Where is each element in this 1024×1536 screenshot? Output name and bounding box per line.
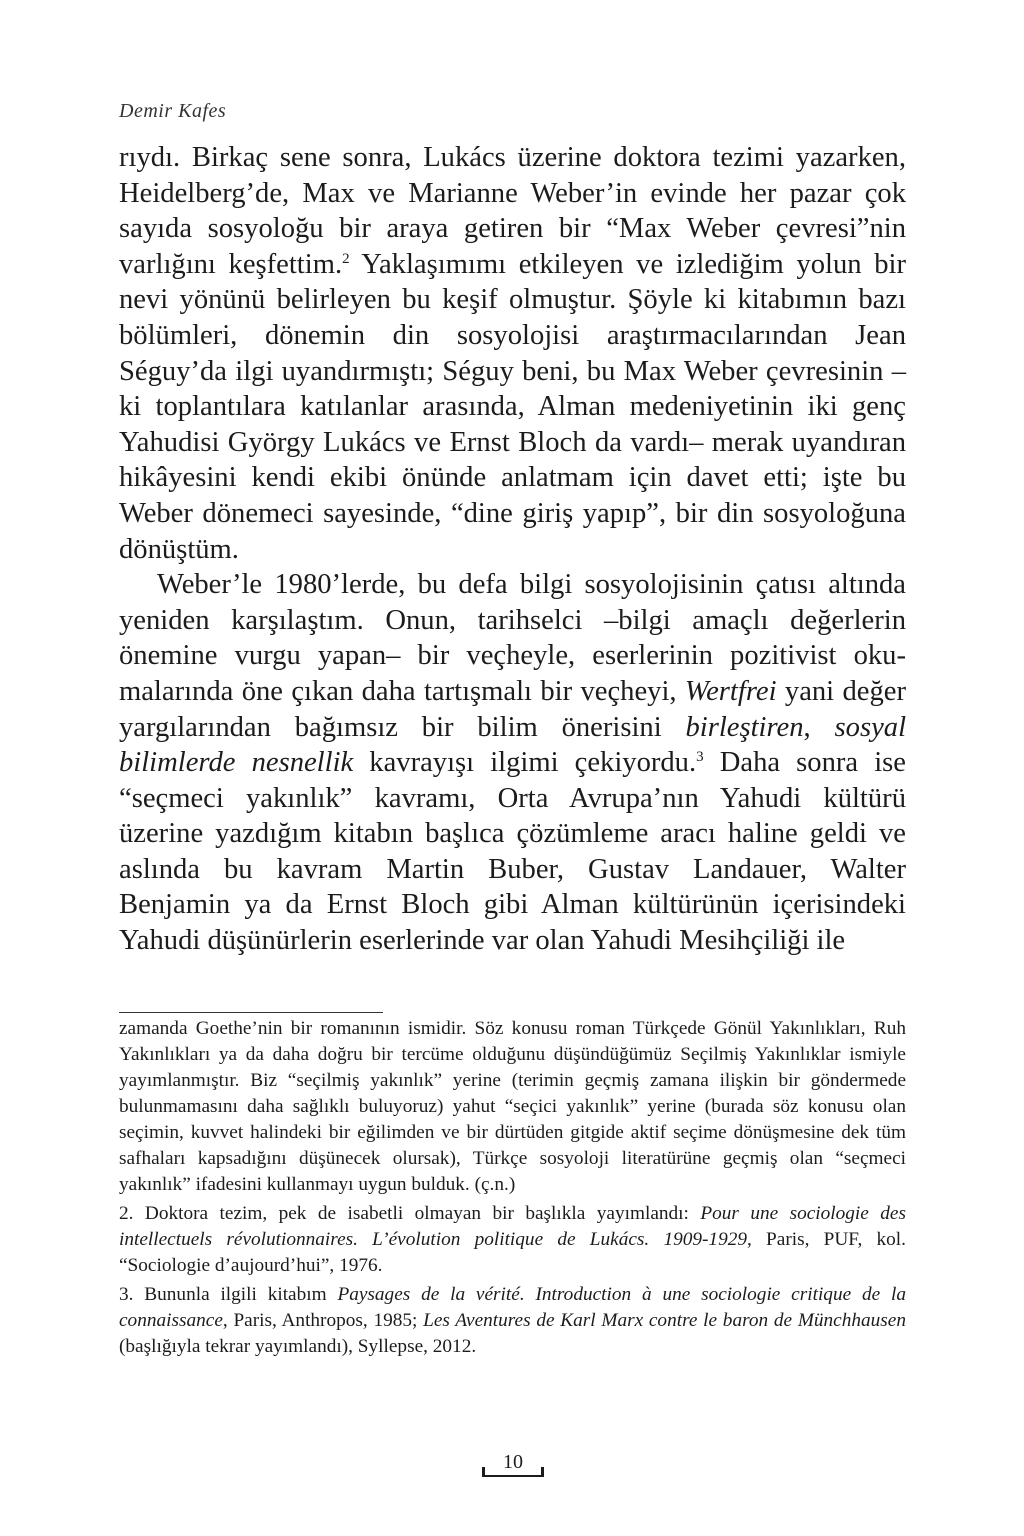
footnote-2-text-a: 2. Doktora tezim, pek de isabetli olmayan bir başlıkla yayımlandı: [119,1203,701,1224]
paragraph-2-text-d: kavrayışı ilgimi çekiyordu. [353,747,697,779]
italic-sosyal-bilimlerde: sosyal bilimlerde nesnellik [119,711,907,779]
footnote-2-title: Pour une sociologie des intellectuels révolutionnaires. L’évolution politique de Lukács. 1909-1929 [119,1203,906,1250]
footnote-continuation: zamanda Goethe’nin bir romanının ismidir. Söz konusu roman Türkçede Gönül Yakınlıkları, Ruh Yakınlıkları ya da daha doğru bir tercüme olduğunu düşündüğümüz Seçilmiş Yakınlıklar ismiyle yayımlanmıştır. Biz “seçilmiş yakınlık” yerine (terimin geçmiş zamana ilişkin bir göndermede bulunmamasını daha sağlıklı buluyoruz) yahut “seçici yakınlık” yerine (burada söz konusu olan seçimin, kuvvet halindeki bir eğilimden ve bir dürtüden gitgide aktif seçime dönüşmesine dek tüm safhaları kapsadığını düşünecek olursak), Türkçe sosyoloji literatürüne geçmiş olan “seçmeci yakınlık” ifadesini kullanmayı uygun bulduk. (ç.n.) [119,1018,906,1195]
paragraph-1-text-b: Yaklaşımımı etkileyen ve izlediğim yolun bir nevi yönünü belirleyen bu keşif olmuştur. Şöyle ki kitabımın bazı bölümleri, dönemin din sosyolojisi araştırmacılarından Jean Séguy’da ilgi uyandırmıştı; Séguy beni, bu Max Weber çevresinin –ki toplantılara katılanlar arasında, Alman medeniyetinin iki genç Yahudisi György Lukács ve Ernst Bloch da vardı– merak uyandıran hikâyesini kendi ekibi önünde anlatmam için davet etti; işte bu Weber dönemeci sayesinde, “dine giriş yapıp”, bir din sosyoloğuna dönüştüm. [119,248,906,565]
footnote-rule [119,1012,383,1013]
footnote-ref-3[interactable]: 3 [696,749,704,766]
italic-birlestiren: birleştiren [685,711,804,743]
footnote-3-text-b: , Paris, Anthropos, 1985; [222,1310,424,1331]
footnote-ref-2[interactable]: 2 [342,250,350,267]
footnote-2 [119,1201,906,1279]
paragraph-2-text-b: yani değer yargılarından bağımsız bir bilim önerisini [119,675,907,743]
footnote-3-text-a: 3. Bununla ilgili kitabım [119,1284,338,1305]
page-number: 10 [503,1451,523,1473]
folio-underline [482,1475,544,1477]
footnotes [119,1016,906,1363]
footnote-2-text-b: , Paris, PUF, kol. “Sociologie d’aujourd’hui”, 1976. [119,1229,906,1276]
footnote-3-text-c: (başlığıyla tekrar yayımlandı), Syllepse, 2012. [119,1336,477,1357]
paragraph-2-text-a: Weber’le 1980’lerde, bu defa bilgi sosyolojisinin çatısı altında yeniden karşılaştım. Onun, tarihselci –bilgi amaçlı değerlerin önemine vurgu yapan– bir veçheyle, eserlerinin pozitivist okumalarında öne çıkan daha tartışmalı bir veçheyi, [119,569,906,707]
footnote-3-title-2: Les Aventures de Karl Marx contre le baron de Münchhausen [423,1310,906,1331]
footnote-3-title-1: Paysages de la vérité. Introduction à une sociologie critique de la connaissance [119,1284,906,1331]
folio-bracket-right [541,1467,544,1477]
paragraph-2-text-c: , [803,711,835,743]
body-text [119,140,906,959]
paragraph-2-text-e: Daha sonra ise “seçmeci yakınlık” kavramı, Orta Avrupa’nın Yahudi kültürü üzerine yazdığım kitabın başlıca çözümleme aracı haline geldi ve aslında bu kavram Martin Buber, Gustav Landauer, Walter Benjamin ya da Ernst Bloch gibi Alman kültürünün içerisindeki Yahudi düşünürlerin eserlerinde var olan Yahudi Mesihçiliği ile [119,747,906,957]
paragraph-2 [119,567,906,959]
running-head: Demir Kafes [119,100,227,122]
page-number-block [482,1450,544,1480]
paragraph-1 [119,140,906,567]
italic-wertfrei: Wertfrei [684,675,777,707]
paragraph-1-text-a: rıydı. Birkaç sene sonra, Lukács üzerine doktora tezimi yazarken, Heidelberg’de, Max ve Marianne Weber’in evinde her pazar çok sayıda sosyoloğu bir araya getiren bir “Max Weber çevresi”nin varlığını keşfettim. [119,142,906,280]
footnote-3 [119,1282,906,1360]
